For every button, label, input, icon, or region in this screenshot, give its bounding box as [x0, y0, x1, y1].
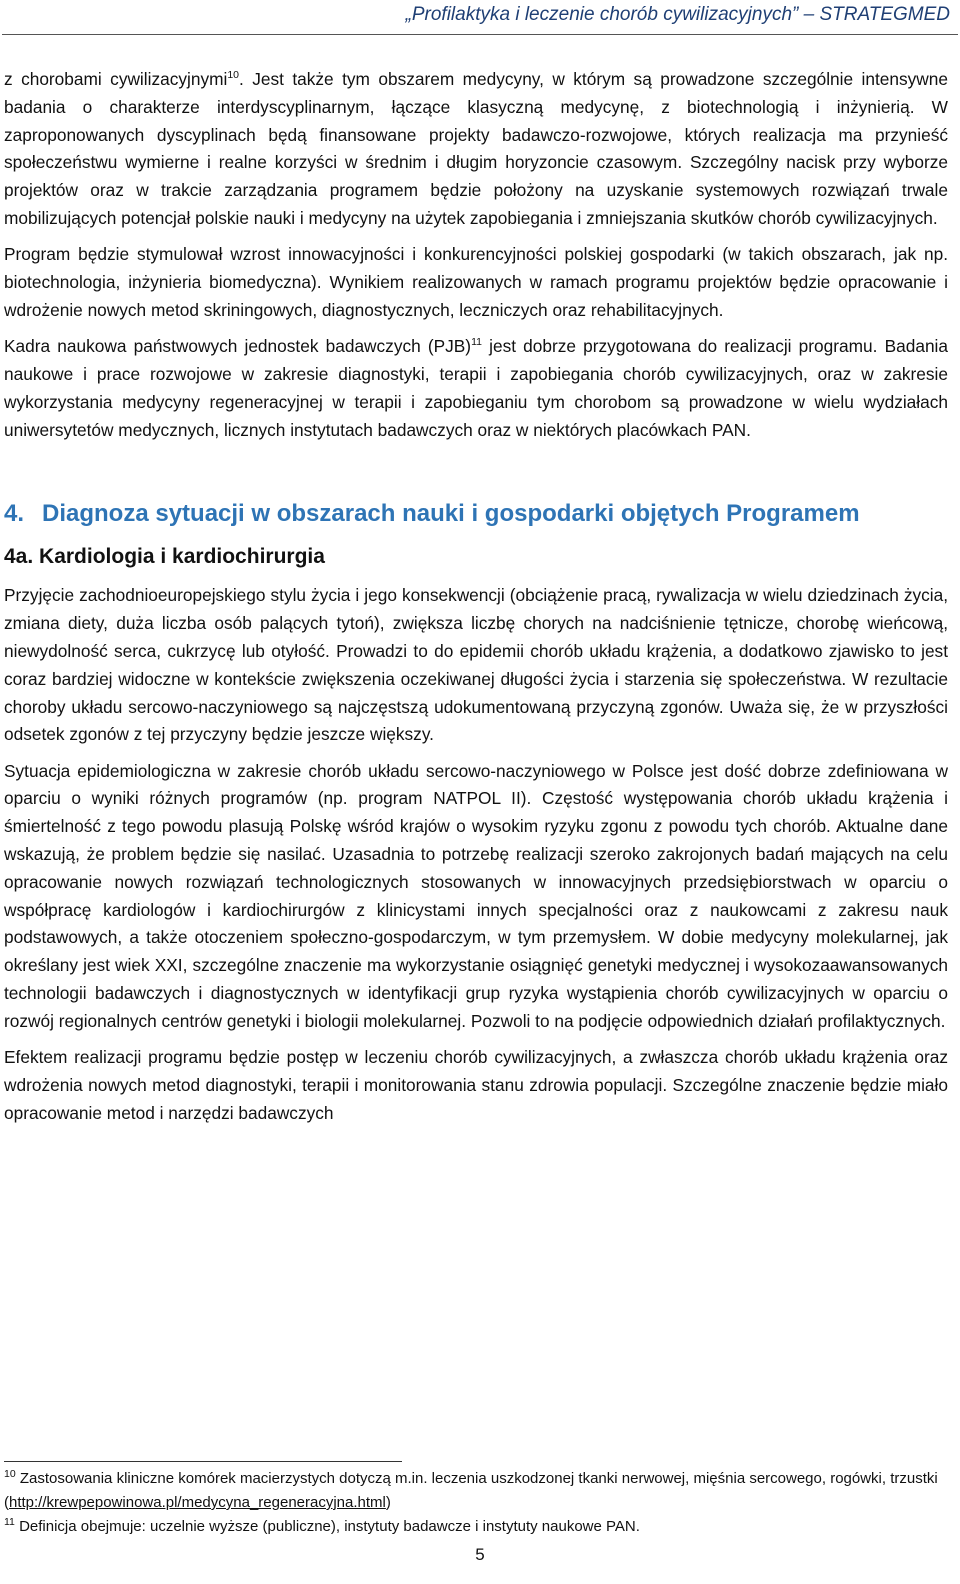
- paragraph-text: Program będzie stymulował wzrost innowacyjności i konkurencyjności polskiej gospodarki (w takich obszarach, jak np. biotechnologia, inżynieria biomedyczna). Wynikiem realizowanych w ramach programu projektów będzie opracowanie i wdrożenie nowych metod skriningowych, diagnostycznych, leczniczych oraz rehabilitacyjnych.: [4, 244, 948, 320]
- paragraph-epidemiology: Sytuacja epidemiologiczna w zakresie chorób układu sercowo-naczyniowego w Polsce jest dość dobrze zdefiniowana w oparciu o wyniki różnych programów (np. program NATPOL II). Częstość występowania chorób układu krążenia i śmiertelność z tego powodu plasują Polskę wśród krajów o wysokim ryzyku zgonu z powodu tych chorób. Aktualne dane wskazują, że problem będzie się nasilać. Uzasadnia to potrzebę realizacji szeroko zakrojonych badań mających na celu opracowanie nowych rozwiązań technologicznych stosowanych w innowacyjnych przedsiębiorstwach w oparciu o współpracę kardiologów i kardiochirurgów z klinicystami innych specjalności oraz z naukowcami z zakresu nauk podstawowych, a także otoczeniem społeczno-gospodarczym, w tym przemysłem. W dobie medycyny molekularnej, jak określany jest wiek XXI, szczególne znaczenie ma wykorzystanie osiągnięć genetyki medycznej i wysokozaawansowanych technologii badawczych i diagnostycznych w identyfikacji grup ryzyka wystąpienia chorób cywilizacyjnych w oparciu o rozwój regionalnych centrów genetyki i biologii molekularnej. Pozwoli to na podjęcie odpowiednich działań profilaktycznych.: [4, 760, 948, 1031]
- section-heading: [4, 496, 948, 531]
- paragraph-lifestyle: Przyjęcie zachodnioeuropejskiego stylu życia i jego konsekwencji (obciążenie pracą, rywalizacja w wielu dziedzinach życia, zmiana diety, duża liczba osób palących tytoń), zwiększa liczbę chorych na nadciśnienie tętnicze, chorobę wieńcową, niewydolność serca, cukrzycę lub otyłość. Prowadzi to do epidemii chorób układu krążenia, a dodatkowo zjawisko to jest coraz bardziej widoczne w kontekście zwiększenia oczekiwanej długości życia i starzenia się społeczeństwa. W rezultacie choroby układu sercowo-naczyniowego są najczęstszą udokumentowaną przyczyną zgonów. Uważa się, że w przyszłości odsetek zgonów z tej przyczyny będzie jeszcze większy.: [4, 585, 948, 745]
- paragraph-text: jest dobrze przygotowana do realizacji programu. Badania naukowe i prace rozwojowe w zakresie diagnostyki, terapii i zapobiegania chorób cywilizacyjnych, oraz w zakresie wykorzystania medycyny regeneracyjnej w terapii i zapobieganiu tym chorobom są prowadzone w wielu wydziałach uniwersytetów medycznych, licznych instytutach badawczych oraz w niektórych placówkach PAN.: [4, 336, 949, 440]
- footnote-text: Definicja obejmuje: uczelnie wyższe (publiczne), instytuty badawcze i instytuty naukowe PAN.: [14, 1518, 640, 1535]
- paragraph-text: z chorobami cywilizacyjnymi: [4, 69, 228, 89]
- footnote-ref-10[interactable]: 10: [227, 69, 240, 82]
- footnote-number: 11: [4, 1516, 15, 1528]
- paragraph-program: [4, 241, 948, 324]
- footnotes: [4, 1467, 948, 1539]
- footnote-divider: [4, 1461, 402, 1462]
- header-divider: [2, 34, 958, 35]
- subsection-heading: 4a. Kardiologia i kardiochirurgia: [4, 545, 325, 569]
- footnote-number: 10: [4, 1468, 16, 1480]
- paragraph-text: Kadra naukowa państwowych jednostek badawczych (PJB): [4, 336, 472, 357]
- footnote-ref-11[interactable]: 11: [471, 336, 482, 349]
- page-number: 5: [475, 1545, 485, 1564]
- paragraph-intro: [4, 66, 948, 233]
- section-number: 4.: [4, 500, 25, 528]
- running-header: „Profilaktyka i leczenie chorób cywilizacyjnych” – STRATEGMED: [405, 4, 950, 25]
- paragraph-text: . Jest także tym obszarem medycyny, w którym są prowadzone szczególnie intensywne badania o charakterze interdyscyplinarnym, łączące klasyczną medycynę, z biotechnologią i inżynierią. W zaproponowanych dyscyplinach będą finansowane projekty badawczo-rozwojowe, których realizacja ma przynieść społeczeństwu wymierne i realne korzyści w średnim i długim horyzoncie czasowym. Szczególny nacisk przy wyborze projektów oraz w trakcie zarządzania programem będzie położony na uzyskanie systemowych rozwiązań trwale mobilizujących potencjał polskie nauki i medycyny na użytek zapobiegania i zmniejszania skutków chorób cywilizacyjnych.: [4, 69, 948, 228]
- paragraph-effects: Efektem realizacji programu będzie postęp w leczeniu chorób cywilizacyjnych, a zwłaszcza chorób układu krążenia oraz wdrożenia nowych metod diagnostyki, terapii i monitorowania stanu zdrowia populacji. Szczególne znaczenie będzie miało opracowanie metod i narzędzi badawczych: [4, 1047, 948, 1123]
- footnote-11: [4, 1515, 948, 1539]
- footnote-link[interactable]: http://krewpepowinowa.pl/medycyna_regeneracyjna.html: [9, 1494, 386, 1511]
- footnote-text-end: ): [385, 1494, 391, 1511]
- footnote-10: [4, 1467, 948, 1515]
- section-title: Diagnoza sytuacji w obszarach nauki i gospodarki objętych Programem: [42, 500, 860, 528]
- footnote-text: Zastosowania kliniczne komórek macierzystych dotyczą m.in. leczenia uszkodzonej tkanki nerwowej, mięśnia sercowego, rogówki, trzustki (: [4, 1470, 938, 1511]
- main-content: [4, 66, 948, 1136]
- paragraph-staff: [4, 333, 948, 444]
